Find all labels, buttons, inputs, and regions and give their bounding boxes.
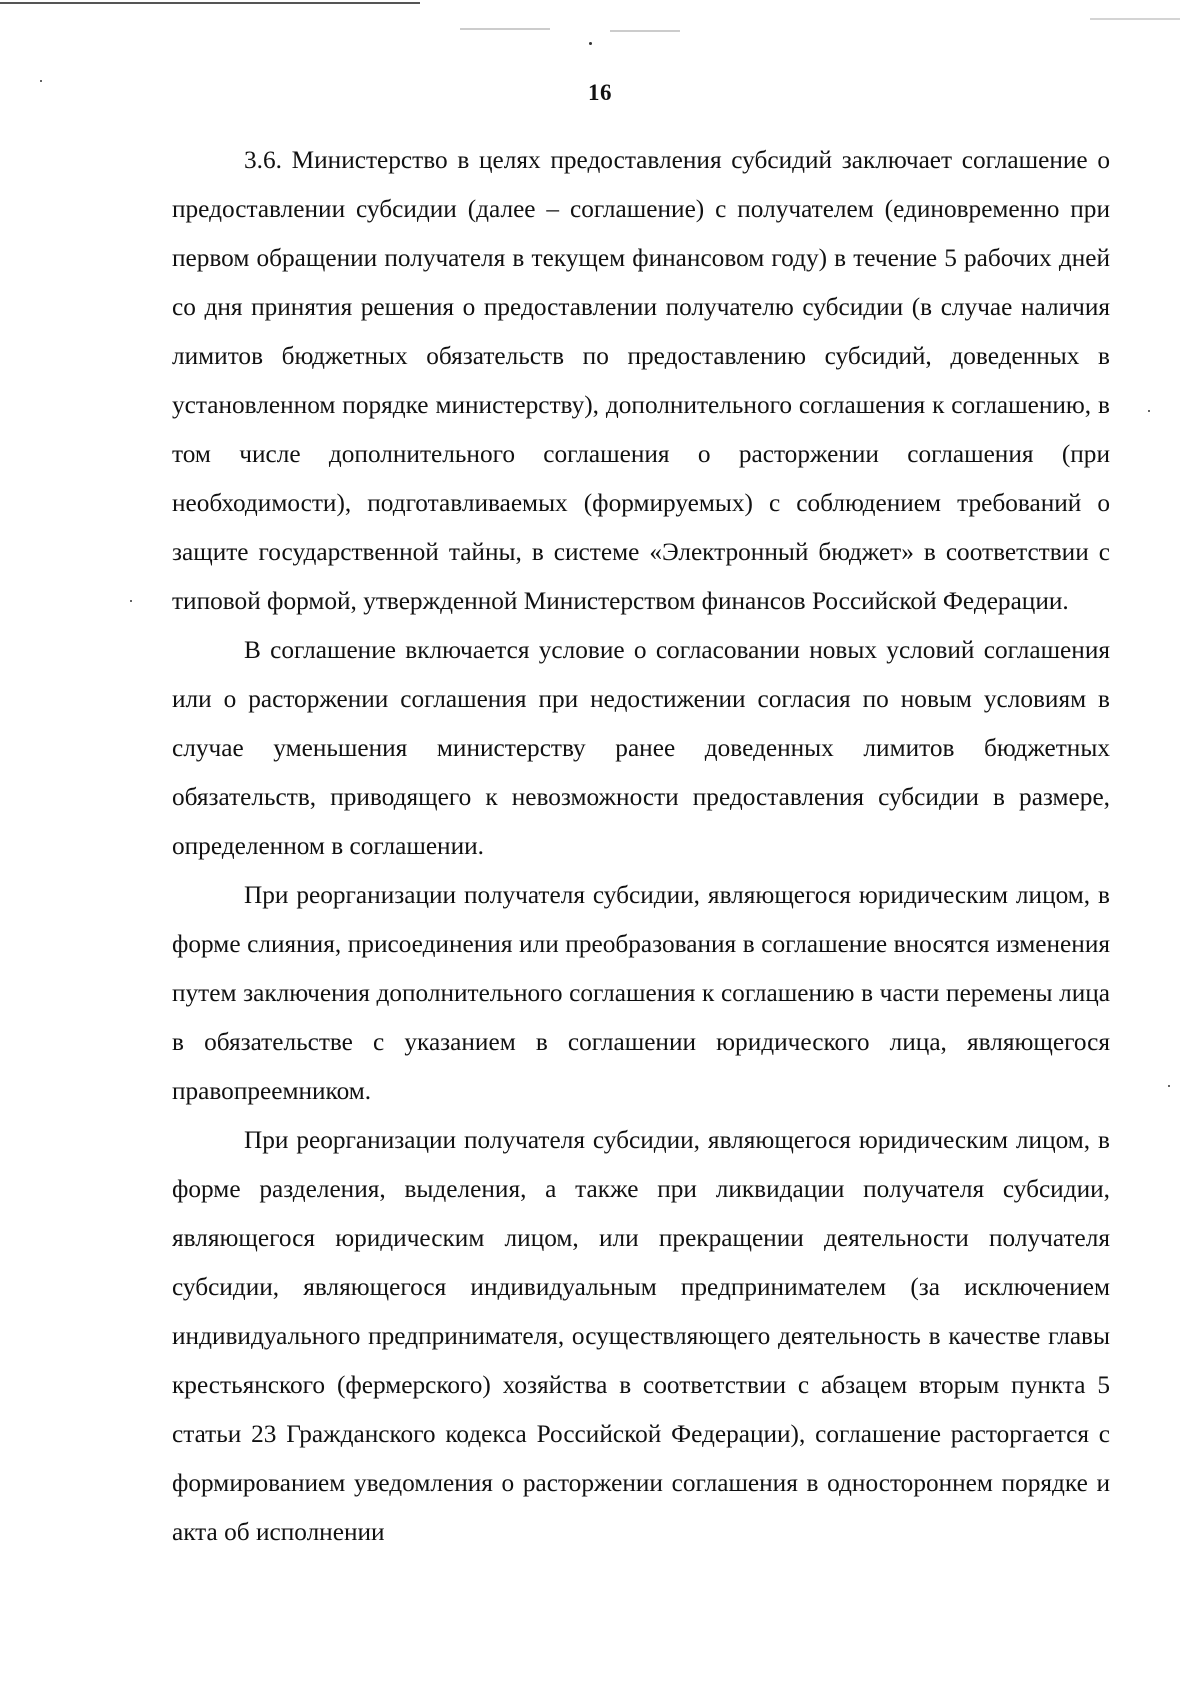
paragraph-reorganization-merger: При реорганизации получателя субсидии, являющегося юридическим лицом, в форме слияния, присоединения или преобразования в соглашение вносятся изменения путем заключения дополнительного соглашения к соглашению в части перемены лица в обязательстве с указанием в соглашении юридического лица, являющегося правопреемником. [172,881,1110,1105]
scan-speck [1168,1085,1170,1087]
scan-noise-mark [610,30,680,32]
document-body [172,136,1110,1557]
paragraph-3-6: 3.6. Министерство в целях предоставления субсидий заключает соглашение о предоставлении субсидии (далее – соглашение) с получателем (единовременно при первом обращении получателя в текущем финансовом году) в течение 5 рабочих дней со дня принятия решения о предоставлении получателю субсидии (в случае наличия лимитов бюджетных обязательств по предоставлению субсидий, доведенных в установленном порядке министерству), дополнительного соглашения к соглашению, в том числе дополнительного соглашения о расторжении соглашения (при необходимости), подготавливаемых (формируемых) с соблюдением требований о защите государственной тайны, в системе «Электронный бюджет» в соответствии с типовой формой, утвержденной Министерством финансов Российской Федерации. [172,146,1110,615]
scan-noise-mark [460,28,550,30]
paragraph-agreement-conditions: В соглашение включается условие о согласовании новых условий соглашения или о расторжении соглашения при недостижении согласия по новым условиям в случае уменьшения министерству ранее доведенных лимитов бюджетных обязательств, приводящего к невозможности предоставления субсидии в размере, определенном в соглашении. [172,636,1110,860]
scan-speck [589,42,592,45]
paragraph-reorganization-division: При реорганизации получателя субсидии, являющегося юридическим лицом, в форме разделения, выделения, а также при ликвидации получателя субсидии, являющегося юридическим лицом, или прекращении деятельности получателя субсидии, являющегося индивидуальным предпринимателем (за исключением индивидуального предпринимателя, осуществляющего деятельность в качестве главы крестьянского (фермерского) хозяйства в соответствии с абзацем вторым пункта 5 статьи 23 Гражданского кодекса Российской Федерации), соглашение расторгается с формированием уведомления о расторжении соглашения в одностороннем порядке и акта об исполнении [172,1126,1110,1546]
scan-speck [130,600,132,602]
page-number: 16 [588,80,612,105]
scan-noise-mark [1090,18,1180,20]
scan-edge-line [0,2,420,4]
scan-speck [1148,410,1150,412]
